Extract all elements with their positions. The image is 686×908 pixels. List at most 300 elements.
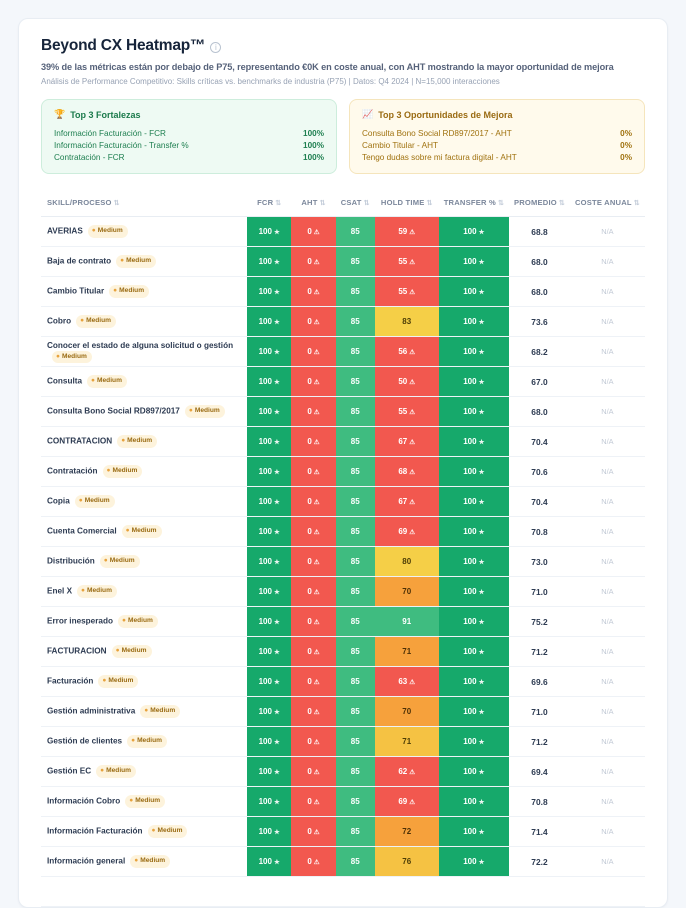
cell-skill bbox=[41, 307, 247, 337]
warning-dot-icon: ● bbox=[120, 257, 125, 265]
cell-skill bbox=[41, 547, 247, 577]
strength-label: Contratación - FCR bbox=[54, 152, 125, 162]
cell-hold-time-value: 70 bbox=[402, 707, 412, 716]
cell-promedio: 70.4 bbox=[509, 487, 570, 517]
cell-hold-time-value: 55 bbox=[398, 407, 408, 416]
cell-promedio: 70.4 bbox=[509, 427, 570, 457]
cell-hold-time-value: 55 bbox=[398, 257, 408, 266]
cell-fcr-value: 100 bbox=[258, 257, 272, 266]
warning-dot-icon: ● bbox=[188, 407, 193, 415]
trophy-icon: 🏆 bbox=[54, 109, 66, 119]
warning-icon: ⚠ bbox=[409, 468, 416, 476]
column-header-aht[interactable] bbox=[291, 190, 335, 217]
cell-promedio: 73.6 bbox=[509, 307, 570, 337]
strength-value: 100% bbox=[303, 140, 324, 150]
cell-aht-value: 0 bbox=[307, 857, 312, 866]
cell-csat bbox=[336, 517, 375, 547]
table-row[interactable] bbox=[41, 607, 645, 637]
cell-hold-time bbox=[375, 637, 439, 667]
cell-transfer-value: 100 bbox=[463, 497, 477, 506]
column-label: AHT bbox=[301, 198, 318, 207]
cell-promedio: 68.8 bbox=[509, 217, 570, 247]
cell-aht bbox=[291, 307, 335, 337]
cell-aht bbox=[291, 877, 335, 907]
table-header bbox=[41, 190, 645, 217]
cell-fcr bbox=[247, 517, 291, 547]
skill-label: Baja de contrato bbox=[47, 256, 112, 266]
status-badge: ● Medium bbox=[130, 855, 170, 868]
opportunities-title: Top 3 Oportunidades de Mejora bbox=[378, 109, 513, 120]
warning-icon: ⚠ bbox=[409, 498, 416, 506]
star-icon: ★ bbox=[478, 858, 485, 866]
skill-label: Cuenta Comercial bbox=[47, 526, 117, 536]
cell-transfer-value: 100 bbox=[463, 617, 477, 626]
cell-skill bbox=[41, 817, 247, 847]
cell-csat-value: 85 bbox=[350, 527, 360, 536]
cell-promedio: 71.2 bbox=[509, 727, 570, 757]
status-badge: ● Medium bbox=[116, 255, 156, 268]
cell-skill bbox=[41, 217, 247, 247]
column-header-transfer[interactable] bbox=[439, 190, 509, 217]
cell-csat bbox=[336, 637, 375, 667]
cell-csat-value: 85 bbox=[350, 797, 360, 806]
cell-transfer bbox=[439, 487, 509, 517]
skill-label: Cobro bbox=[47, 316, 72, 326]
cell-aht bbox=[291, 277, 335, 307]
cell-aht bbox=[291, 577, 335, 607]
cell-skill bbox=[41, 337, 247, 367]
cell-csat-value: 85 bbox=[350, 857, 360, 866]
cell-transfer-value: 100 bbox=[463, 347, 477, 356]
cell-hold-time-value: 56 bbox=[398, 347, 408, 356]
warning-icon: ⚠ bbox=[313, 588, 320, 596]
cell-promedio: 75.2 bbox=[509, 607, 570, 637]
cell-aht-value: 0 bbox=[307, 287, 312, 296]
cell-fcr-value: 100 bbox=[258, 587, 272, 596]
opportunities-header bbox=[362, 109, 632, 120]
status-badge: ● Medium bbox=[100, 555, 140, 568]
cell-coste-anual bbox=[570, 877, 645, 907]
cell-hold-time bbox=[375, 217, 439, 247]
column-header-hold-time[interactable] bbox=[375, 190, 439, 217]
column-header-promedio[interactable] bbox=[509, 190, 570, 217]
cell-aht bbox=[291, 817, 335, 847]
table-body bbox=[41, 217, 645, 907]
warning-dot-icon: ● bbox=[106, 467, 111, 475]
cell-coste-anual: N/A bbox=[570, 367, 645, 397]
table-row[interactable] bbox=[41, 547, 645, 577]
warning-icon: ⚠ bbox=[313, 558, 320, 566]
column-header-csat[interactable] bbox=[336, 190, 375, 217]
sort-icon[interactable]: ⇅ bbox=[275, 200, 282, 207]
status-badge: ● Medium bbox=[148, 825, 188, 838]
cell-fcr-value: 100 bbox=[258, 467, 272, 476]
card-subtitle: 39% de las métricas están por debajo de P75, representando €0K en coste anual, con AHT mostrando la mayor oportunidad de mejora bbox=[41, 62, 614, 72]
warning-icon: ⚠ bbox=[313, 528, 320, 536]
cell-promedio: 73.0 bbox=[509, 547, 570, 577]
cell-skill bbox=[41, 277, 247, 307]
cell-coste-anual: N/A bbox=[570, 577, 645, 607]
cell-hold-time bbox=[375, 817, 439, 847]
star-icon: ★ bbox=[478, 288, 485, 296]
status-badge: ● Medium bbox=[127, 735, 167, 748]
status-badge: ● Medium bbox=[140, 705, 180, 718]
card-meta: Análisis de Performance Competitivo: Skills críticas vs. benchmarks de industria (P75) | Datos: Q4 2024 | N=15,000 interacciones bbox=[41, 77, 500, 86]
cell-hold-time-value: 71 bbox=[402, 647, 412, 656]
cell-coste-anual: N/A bbox=[570, 697, 645, 727]
cell-fcr-value: 100 bbox=[258, 677, 272, 686]
star-icon: ★ bbox=[273, 618, 280, 626]
cell-fcr-value: 100 bbox=[258, 647, 272, 656]
cell-fcr bbox=[247, 637, 291, 667]
cell-fcr-value: 100 bbox=[258, 407, 272, 416]
cell-fcr-value: 100 bbox=[258, 227, 272, 236]
cell-fcr bbox=[247, 607, 291, 637]
star-icon: ★ bbox=[478, 498, 485, 506]
cell-csat-value: 85 bbox=[350, 647, 360, 656]
cell-transfer bbox=[439, 727, 509, 757]
warning-icon: ⚠ bbox=[313, 678, 320, 686]
star-icon: ★ bbox=[273, 378, 280, 386]
cell-fcr bbox=[247, 547, 291, 577]
warning-dot-icon: ● bbox=[56, 352, 60, 360]
column-label: CSAT bbox=[340, 198, 362, 207]
cell-transfer-value: 100 bbox=[463, 437, 477, 446]
cell-skill bbox=[41, 877, 247, 907]
star-icon: ★ bbox=[273, 288, 280, 296]
table-row[interactable] bbox=[41, 517, 645, 547]
table-row[interactable] bbox=[41, 427, 645, 457]
cell-transfer bbox=[439, 427, 509, 457]
column-header-fcr[interactable] bbox=[247, 190, 291, 217]
status-badge: ● Medium bbox=[117, 435, 157, 448]
strengths-title: Top 3 Fortalezas bbox=[70, 109, 141, 120]
cell-transfer-value: 100 bbox=[463, 647, 477, 656]
star-icon: ★ bbox=[273, 588, 280, 596]
warning-dot-icon: ● bbox=[121, 617, 126, 625]
cell-aht-value: 0 bbox=[307, 617, 312, 626]
sort-icon[interactable]: ⇅ bbox=[319, 200, 326, 207]
cell-hold-time bbox=[375, 607, 439, 637]
cell-fcr bbox=[247, 577, 291, 607]
cell-transfer-value: 100 bbox=[463, 797, 477, 806]
status-badge: ● Medium bbox=[98, 675, 138, 688]
sort-icon[interactable]: ⇅ bbox=[363, 200, 370, 207]
cell-csat-value: 85 bbox=[350, 437, 360, 446]
table-row[interactable] bbox=[41, 397, 645, 427]
cell-hold-time-value: 50 bbox=[398, 377, 408, 386]
cell-csat-value: 85 bbox=[350, 827, 360, 836]
warning-icon: ⚠ bbox=[313, 828, 320, 836]
cell-aht bbox=[291, 667, 335, 697]
star-icon: ★ bbox=[478, 588, 485, 596]
cell-hold-time bbox=[375, 307, 439, 337]
star-icon: ★ bbox=[273, 348, 280, 356]
table-row[interactable] bbox=[41, 697, 645, 727]
star-icon: ★ bbox=[478, 438, 485, 446]
cell-fcr-value: 100 bbox=[258, 437, 272, 446]
star-icon: ★ bbox=[478, 738, 485, 746]
table-row[interactable] bbox=[41, 277, 645, 307]
skill-label: AVERIAS bbox=[47, 226, 83, 236]
cell-promedio: 68.0 bbox=[509, 397, 570, 427]
cell-promedio: 70.6 bbox=[509, 457, 570, 487]
cell-transfer-value: 100 bbox=[463, 737, 477, 746]
table-row[interactable] bbox=[41, 877, 645, 907]
status-badge: ● Medium bbox=[75, 495, 115, 508]
table-row[interactable] bbox=[41, 337, 645, 367]
skill-label: Información general bbox=[47, 856, 126, 866]
cell-skill bbox=[41, 727, 247, 757]
info-icon[interactable]: i bbox=[210, 42, 221, 53]
list-item bbox=[362, 127, 632, 139]
skill-label: Distribución bbox=[47, 556, 95, 566]
cell-aht-value: 0 bbox=[307, 497, 312, 506]
star-icon: ★ bbox=[478, 318, 485, 326]
cell-csat-value: 85 bbox=[350, 407, 360, 416]
table-row[interactable] bbox=[41, 667, 645, 697]
cell-promedio: 70.8 bbox=[509, 787, 570, 817]
cell-coste-anual: N/A bbox=[570, 757, 645, 787]
warning-dot-icon: ● bbox=[125, 527, 130, 535]
cell-skill bbox=[41, 697, 247, 727]
status-badge: ● Medium bbox=[96, 765, 136, 778]
warning-dot-icon: ● bbox=[91, 227, 96, 235]
sort-icon[interactable]: ⇅ bbox=[633, 200, 640, 207]
cell-hold-time-value: 83 bbox=[402, 317, 412, 326]
cell-coste-anual: N/A bbox=[570, 307, 645, 337]
cell-aht-value: 0 bbox=[307, 467, 312, 476]
table-row[interactable] bbox=[41, 247, 645, 277]
cell-skill bbox=[41, 607, 247, 637]
cell-fcr bbox=[247, 727, 291, 757]
cell-skill bbox=[41, 487, 247, 517]
cell-csat bbox=[336, 247, 375, 277]
cell-promedio: 71.0 bbox=[509, 697, 570, 727]
warning-dot-icon: ● bbox=[102, 677, 107, 685]
cell-csat-value: 85 bbox=[350, 257, 360, 266]
cell-coste-anual: N/A bbox=[570, 727, 645, 757]
warning-icon: ⚠ bbox=[313, 378, 320, 386]
opportunity-value: 0% bbox=[620, 140, 632, 150]
cell-csat bbox=[336, 667, 375, 697]
cell-transfer bbox=[439, 307, 509, 337]
skill-label: Cambio Titular bbox=[47, 286, 105, 296]
cell-aht-value: 0 bbox=[307, 317, 312, 326]
cell-csat bbox=[336, 457, 375, 487]
cell-transfer bbox=[439, 547, 509, 577]
warning-icon: ⚠ bbox=[313, 258, 320, 266]
cell-fcr bbox=[247, 397, 291, 427]
star-icon: ★ bbox=[478, 618, 485, 626]
cell-hold-time bbox=[375, 727, 439, 757]
skill-label: Facturación bbox=[47, 676, 94, 686]
cell-fcr-value: 100 bbox=[258, 827, 272, 836]
cell-csat bbox=[336, 217, 375, 247]
cell-fcr bbox=[247, 457, 291, 487]
cell-transfer bbox=[439, 217, 509, 247]
cell-hold-time-value: 69 bbox=[398, 527, 408, 536]
status-badge: ● Medium bbox=[76, 315, 116, 328]
cell-transfer-value: 100 bbox=[463, 257, 477, 266]
list-item bbox=[54, 139, 324, 151]
warning-icon: ⚠ bbox=[409, 798, 416, 806]
cell-aht bbox=[291, 607, 335, 637]
cell-transfer-value: 100 bbox=[463, 587, 477, 596]
cell-csat-value: 85 bbox=[350, 587, 360, 596]
star-icon: ★ bbox=[273, 258, 280, 266]
cell-hold-time bbox=[375, 277, 439, 307]
cell-hold-time bbox=[375, 547, 439, 577]
summary-panels bbox=[41, 99, 645, 174]
warning-icon: ⚠ bbox=[313, 288, 320, 296]
table-row[interactable] bbox=[41, 727, 645, 757]
cell-csat bbox=[336, 787, 375, 817]
cell-promedio: 68.0 bbox=[509, 247, 570, 277]
warning-icon: ⚠ bbox=[313, 468, 320, 476]
cell-aht bbox=[291, 457, 335, 487]
star-icon: ★ bbox=[478, 228, 485, 236]
cell-promedio: 70.8 bbox=[509, 517, 570, 547]
opportunity-label: Tengo dudas sobre mi factura digital - AHT bbox=[362, 152, 517, 162]
cell-transfer bbox=[439, 397, 509, 427]
warning-dot-icon: ● bbox=[129, 797, 134, 805]
cell-aht-value: 0 bbox=[307, 797, 312, 806]
cell-csat bbox=[336, 697, 375, 727]
warning-icon: ⚠ bbox=[313, 708, 320, 716]
table-row[interactable] bbox=[41, 487, 645, 517]
star-icon: ★ bbox=[273, 468, 280, 476]
cell-aht-value: 0 bbox=[307, 527, 312, 536]
cell-hold-time-value: 62 bbox=[398, 767, 408, 776]
cell-csat-value: 85 bbox=[350, 767, 360, 776]
table-row[interactable] bbox=[41, 637, 645, 667]
cell-transfer bbox=[439, 787, 509, 817]
cell-promedio: 68.0 bbox=[509, 277, 570, 307]
column-label: COSTE ANUAL bbox=[575, 198, 632, 207]
table-row[interactable] bbox=[41, 217, 645, 247]
cell-transfer-value: 100 bbox=[463, 767, 477, 776]
status-badge: ● Medium bbox=[185, 405, 225, 418]
cell-csat bbox=[336, 547, 375, 577]
cell-coste-anual: N/A bbox=[570, 487, 645, 517]
star-icon: ★ bbox=[273, 438, 280, 446]
warning-dot-icon: ● bbox=[121, 437, 126, 445]
cell-skill bbox=[41, 457, 247, 487]
column-header-coste-anual[interactable] bbox=[570, 190, 645, 217]
cell-fcr-value: 100 bbox=[258, 767, 272, 776]
cell-transfer-value: 100 bbox=[463, 407, 477, 416]
sort-icon[interactable]: ⇅ bbox=[558, 200, 565, 207]
cell-promedio: 68.2 bbox=[509, 337, 570, 367]
status-badge: ● Medium bbox=[87, 375, 127, 388]
cell-csat-value: 85 bbox=[350, 377, 360, 386]
cell-hold-time-value: 72 bbox=[402, 827, 412, 836]
skill-label: FACTURACION bbox=[47, 646, 107, 656]
cell-promedio: 71.4 bbox=[509, 817, 570, 847]
table-row[interactable] bbox=[41, 367, 645, 397]
warning-icon: ⚠ bbox=[409, 528, 416, 536]
strengths-panel bbox=[41, 99, 337, 174]
skill-label: Gestión EC bbox=[47, 766, 92, 776]
strength-label: Información Facturación - FCR bbox=[54, 128, 166, 138]
table-row[interactable] bbox=[41, 817, 645, 847]
skill-label: Información Facturación bbox=[47, 826, 143, 836]
status-badge: ● Medium bbox=[103, 465, 143, 478]
cell-csat-value: 85 bbox=[350, 707, 360, 716]
cell-coste-anual: N/A bbox=[570, 277, 645, 307]
warning-dot-icon: ● bbox=[81, 587, 86, 595]
cell-aht bbox=[291, 517, 335, 547]
star-icon: ★ bbox=[273, 708, 280, 716]
list-item bbox=[362, 151, 632, 163]
cell-skill bbox=[41, 247, 247, 277]
cell-transfer-value: 100 bbox=[463, 287, 477, 296]
cell-fcr bbox=[247, 877, 291, 907]
table-row[interactable] bbox=[41, 307, 645, 337]
cell-fcr-value: 100 bbox=[258, 737, 272, 746]
cell-transfer-value: 100 bbox=[463, 557, 477, 566]
cell-fcr bbox=[247, 277, 291, 307]
table-row[interactable] bbox=[41, 577, 645, 607]
opportunity-label: Consulta Bono Social RD897/2017 - AHT bbox=[362, 128, 512, 138]
table-row[interactable] bbox=[41, 787, 645, 817]
star-icon: ★ bbox=[478, 408, 485, 416]
status-badge: ● Medium bbox=[112, 645, 152, 658]
cell-csat-value: 85 bbox=[350, 677, 360, 686]
cell-aht bbox=[291, 697, 335, 727]
cell-fcr bbox=[247, 427, 291, 457]
cell-transfer-value: 100 bbox=[463, 467, 477, 476]
star-icon: ★ bbox=[478, 648, 485, 656]
cell-aht bbox=[291, 397, 335, 427]
cell-coste-anual: N/A bbox=[570, 427, 645, 457]
warning-dot-icon: ● bbox=[151, 827, 156, 835]
table-row[interactable] bbox=[41, 457, 645, 487]
cell-coste-anual: N/A bbox=[570, 517, 645, 547]
skill-label: Gestión administrativa bbox=[47, 706, 136, 716]
cell-transfer bbox=[439, 817, 509, 847]
star-icon: ★ bbox=[478, 348, 485, 356]
warning-icon: ⚠ bbox=[409, 348, 416, 356]
cell-transfer bbox=[439, 517, 509, 547]
cell-skill bbox=[41, 787, 247, 817]
skill-label: Consulta Bono Social RD897/2017 bbox=[47, 406, 180, 416]
strength-value: 100% bbox=[303, 152, 324, 162]
sort-icon[interactable]: ⇅ bbox=[113, 200, 120, 207]
cell-transfer bbox=[439, 607, 509, 637]
star-icon: ★ bbox=[478, 258, 485, 266]
cell-hold-time bbox=[375, 667, 439, 697]
cell-hold-time bbox=[375, 427, 439, 457]
cell-coste-anual: N/A bbox=[570, 667, 645, 697]
cell-hold-time-value: 70 bbox=[402, 587, 412, 596]
cell-hold-time bbox=[375, 247, 439, 277]
column-header-skill[interactable] bbox=[41, 190, 247, 217]
sort-icon[interactable]: ⇅ bbox=[426, 200, 433, 207]
opportunity-label: Cambio Titular - AHT bbox=[362, 140, 438, 150]
star-icon: ★ bbox=[478, 768, 485, 776]
cell-transfer-value: 100 bbox=[463, 317, 477, 326]
sort-icon[interactable]: ⇅ bbox=[497, 200, 505, 207]
warning-dot-icon: ● bbox=[144, 707, 149, 715]
table-row[interactable] bbox=[41, 757, 645, 787]
page-title: Beyond CX Heatmap™ bbox=[41, 37, 206, 54]
star-icon: ★ bbox=[478, 798, 485, 806]
cell-transfer bbox=[439, 667, 509, 697]
star-icon: ★ bbox=[273, 558, 280, 566]
warning-icon: ⚠ bbox=[313, 228, 320, 236]
